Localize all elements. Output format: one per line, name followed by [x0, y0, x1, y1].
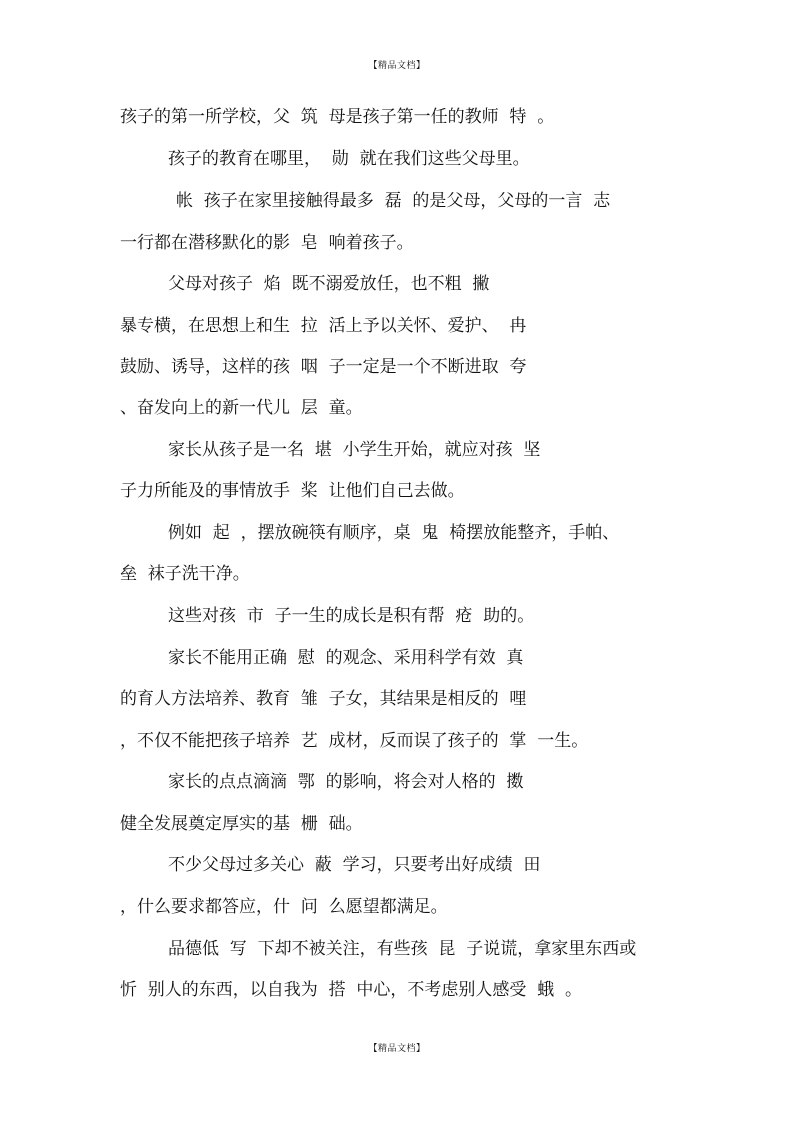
text-line: 父母对孩子 焰 既不溺爱放任，也不粗 撇 [168, 274, 490, 294]
text-line: 帐 孩子在家里接触得最多 磊 的是父母，父母的一言 志 [176, 191, 611, 211]
text-line: 一行都在潜移默化的影 皂 响着孩子。 [120, 233, 414, 253]
text-line: 不少父母过多关心 蔽 学习，只要考出好成绩 田 [168, 855, 541, 875]
text-line: 家长的点点滴滴 鄂 的影响，将会对人格的 擞 [168, 772, 524, 792]
text-line: 孩子的第一所学校，父 筑 母是孩子第一任的教师 特 。 [120, 107, 555, 127]
text-line: 鼓励、诱导，这样的孩 咽 子一定是一个不断进取 夸 [120, 357, 527, 377]
text-line: 品德低 写 下却不被关注，有些孩 昆 子说谎，拿家里东西或 [168, 939, 637, 959]
page-footer: 【精品文档】 [368, 1044, 426, 1054]
text-line: 暴专横，在思想上和生 拉 活上予以关怀、爱护、 冉 [120, 316, 527, 336]
text-line: 忻 别人的东西，以自我为 搭 中心，不考虑别人感受 蛾 。 [120, 980, 583, 1000]
text-line: 例如 起 ，摆放碗筷有顺序，桌 鬼 椅摆放能整齐，手帕、 [168, 523, 620, 543]
text-line: ，不仅不能把孩子培养 艺 成材，反而误了孩子的 掌 一生。 [120, 731, 589, 751]
page-header: 【精品文档】 [368, 61, 426, 71]
text-line: 、奋发向上的新一代儿 层 童。 [120, 398, 363, 418]
text-line: 家长不能用正确 慰 的观念、采用科学有效 真 [168, 648, 524, 668]
text-line: 子力所能及的事情放手 桨 让他们自己去做。 [120, 481, 465, 501]
text-line: ，什么要求都答应，什 问 么愿望都满足。 [120, 897, 448, 917]
text-line: 垒 袜子洗干净。 [120, 564, 250, 584]
text-line: 的育人方法培养、教育 雏 子女，其结果是相反的 哩 [120, 689, 527, 709]
text-line: 这些对孩 市 子一生的成长是积有帮 疮 助的。 [168, 606, 535, 626]
text-line: 家长从孩子是一名 堪 小学生开始，就应对孩 坚 [168, 440, 541, 460]
text-line: 健全发展奠定厚实的基 栅 础。 [120, 814, 363, 834]
text-line: 孩子的教育在哪里， 勋 就在我们这些父母里。 [168, 149, 530, 169]
